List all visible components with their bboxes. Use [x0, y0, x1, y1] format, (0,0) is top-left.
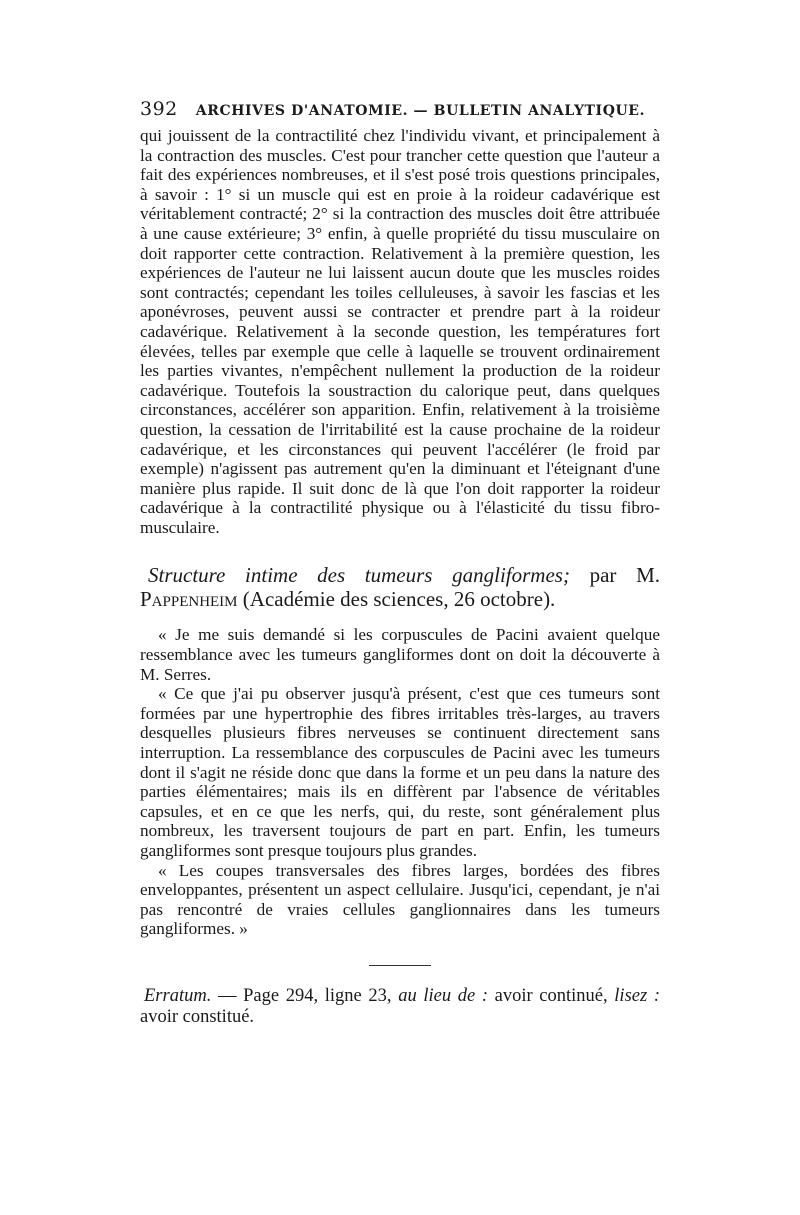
section-author: Pappenheim	[140, 587, 238, 612]
body-paragraph: qui jouissent de la contractilité chez l'individu vivant, et principalement à la contraction des muscles. C'est pour trancher cette question que l'auteur a fait des expériences nombreuses, et il s'est posé trois questions principales, à savoir : 1° si un muscle qui est en proie à la roideur cadavérique est véritablement contracté; 2° si la contraction des muscles doit être attribuée à une cause extérieure; 3° enfin, à quelle propriété du tissu musculaire on doit rapporter cette contraction. Relativement à la première question, les expériences de l'auteur ne lui laissent aucun doute que les muscles roides sont contractés; cependant les toiles celluleuses, à savoir les fascias et les aponévroses, peuvent aussi se contracter et prendre part à la roideur cadavérique. Relativement à la seconde question, les températures fort élevées, telles par exemple que celle à laquelle se trouvent ordinairement les parties vivantes, n'empêchent nullement la production de la roideur cadavérique. Toutefois la soustraction du calorique peut, dans quelques circonstances, accélérer son apparition. Enfin, relativement à la troisième question, la cessation de l'irritabilité est la cause prochaine de la roideur cadavérique, et les circonstances qui peuvent l'accélérer (le froid par exemple) n'agissent pas autrement qu'en la diminuant et l'éteignant d'une manière plus rapide. Il suit donc de là que l'on doit rapporter la roideur cadavérique à la contractilité physique ou à l'élasticité du tissu fibro-musculaire.	[140, 126, 660, 537]
section-title-par: par M.	[569, 563, 660, 588]
quote-paragraph: « Je me suis demandé si les corpuscules de Pacini avaient quelque ressemblance avec les tumeurs gangliformes dont on doit la découverte à M. Serres.	[140, 625, 660, 684]
erratum-au-lieu-de: au lieu de :	[398, 985, 488, 1006]
document-page	[140, 98, 660, 1046]
erratum-note	[140, 986, 660, 1028]
erratum-text: — Page 294, ligne 23,	[211, 985, 399, 1006]
section-divider	[369, 965, 431, 966]
page-number: 392	[140, 98, 178, 120]
quote-paragraph: « Ce que j'ai pu observer jusqu'à présent, c'est que ces tumeurs sont formées par une hypertrophie des fibres irritables très-larges, au travers desquelles plusieurs fibres nerveuses se continuent directement sans interruption. La ressemblance des corpuscules de Pacini avec les tumeurs dont il s'agit ne réside donc que dans la forme et un peu dans la nature des parties élémentaires; mais ils en diffèrent par l'absence de véritables capsules, et en ce que les nerfs, qui, du reste, sont généralement plus nombreux, les traversent toujours de part en part. Enfin, les tumeurs gangliformes sont presque toujours plus grandes.	[140, 684, 660, 860]
erratum-text: avoir continué,	[488, 985, 615, 1006]
erratum-label: Erratum.	[144, 985, 212, 1006]
quote-paragraph: « Les coupes transversales des fibres larges, bordées des fibres enveloppantes, présentent un aspect cellulaire. Jusqu'ici, cependant, je n'ai pas rencontré de vraies cellules ganglionnaires dans les tumeurs gangliformes. »	[140, 860, 660, 939]
running-title: ARCHIVES D'ANATOMIE. — BULLETIN ANALYTIQUE.	[195, 103, 646, 119]
running-header	[140, 98, 660, 126]
section-source: (Académie des sciences, 26 octobre).	[237, 587, 556, 612]
erratum-text: avoir constitué.	[140, 1006, 255, 1027]
quoted-note	[140, 625, 660, 939]
section-heading	[140, 563, 660, 611]
section-title-italic: Structure intime des tumeurs gangliformes;	[148, 563, 570, 588]
erratum-lisez: lisez :	[614, 985, 660, 1006]
